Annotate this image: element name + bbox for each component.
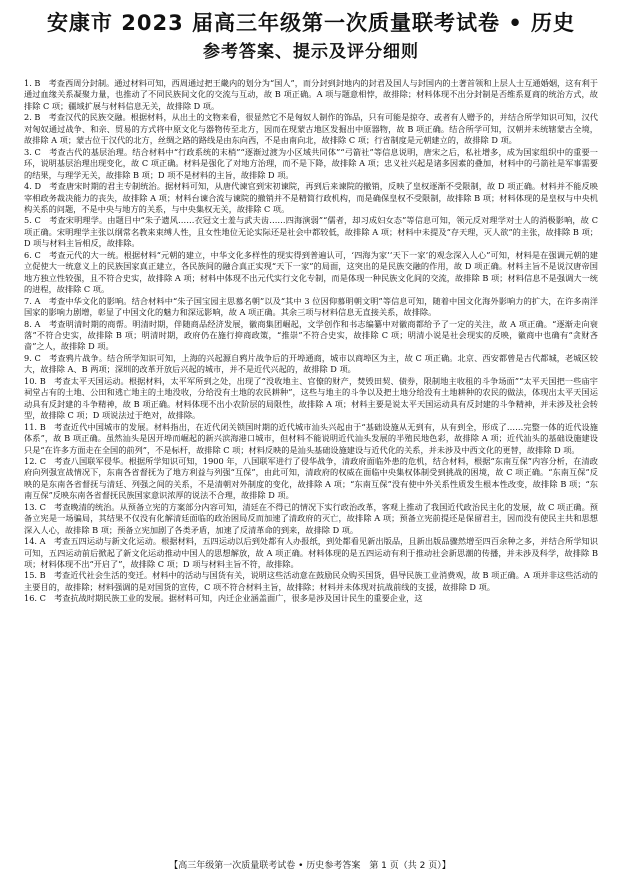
answer-item: 4. D 考查唐宋时期的君主专制统治。据材料可知，从唐代谏官到宋初谏院，再到后来谏院的撤销，反映了皇权逐渐不受限制，故 D 项正确。材料并不能反映宰相政务裁决能力的丧失，故排除 A 项；材料台谏合流与谏院的撤销并不是精简行政机构，而是确保皇权不受限制，故排除 B 项；材料体现的是皇权与中央机构关系的问题，不是中央与地方的关系，与中央集权无关，故排除 C 项。 xyxy=(24,181,598,214)
answer-list xyxy=(24,78,598,605)
document-subtitle: 参考答案、提示及评分细则 xyxy=(203,42,419,62)
answer-item: 13. C 考查晚清的统治。从预备立宪的方案部分内容可知，清廷在不得已的情况下实行政治改革，客观上推动了我国近代政治民主化的发展，故 C 项正确。预备立宪是一场骗局，其结果不仅没有化解清廷面临的政治困局反而加速了清政府的灭亡，故排除 A 项；预备立宪前提还是保留君主，因而没有使民主共和思想深入人心，故排除 B 项；预备立宪加剧了各类矛盾，加速了反清革命的到来，故排除 D 项。 xyxy=(24,501,598,535)
answer-item: 2. B 考查汉代的民族交融。根据材料，从出土的文物来看，很显然它不是匈奴人制作的饰品，只有可能是掠夺、或者有人赠予的，并结合所学知识可知，汉代对匈奴通过战争、和亲、贸易的方式将中原文化与器物传至北方，因而在现蒙古地区发掘出中原器物，故 B 项正确。结合所学可知，汉朝并未统辖蒙古全境，故排除 A 项；蒙古位于汉代的北方，丝绸之路的路线是由东向西，不是由南向北，故排除 C 项；行省制度是元朝建立的，故排除 D 项。 xyxy=(24,112,598,146)
answer-item: 5. C 考查宋明理学。由题目中“朱子遗风……衣冠文士羞与武夫齿……四海演弱”“儒者，却习成妇女态”等信息可知，领元反对理学对士人的消极影响，故 C 项正确。宋明理学主张以纲常名教来束缚人性，且女性地位无论实际还是社会中都较低，故排除 A 项；材料中未提及“存天理，灭人欲”的主张，故排除 B 项；D 项与材料主旨相反，故排除。 xyxy=(24,215,598,249)
document-title: 安康市 2023 届高三年级第一次质量联考试卷 • 历史 xyxy=(46,11,576,35)
answer-item: 16. C 考查抗战时期民族工业的发展。据材料可知，内迁企业涵盖面广，很多是涉及国计民生的重要企业，这 xyxy=(24,593,423,604)
answer-item: 9. C 考查鸦片战争。结合所学知识可知，上海的兴起源自鸦片战争后的开埠通商，城市以商埠区为主，故 C 项正确。北京、西安都曾是古代都城，老城区较大，故排除 A、B 两项；深圳的改革开放后兴起的城市，并不是近代兴起的，故排除 D 项。 xyxy=(24,352,598,375)
answer-item: 10. B 考查太平天国运动。根据材料，太平军所到之处，出现了“没收地主、官僚的财产，焚毁田契、债券，限制地主收租的斗争场面”“太平天国把一些庙宇祠堂占有的土地、公田和逃亡地主的土地没收，分给没有土地的农民耕种”，这些与地主的斗争以及把土地分给没有土地耕种的农民的做法，体现出太平天国运动具有反封建的斗争精神，故 B 项正确。材料体现不出小农阶层的局限性，故排除 A 项；材料主要是说太平天国运动具有反封建的斗争精神，并未涉及社会转型，故排除 C 项；D 项说法过于绝对，故排除。 xyxy=(24,375,598,421)
answer-item: 6. C 考查元代的大一统。根据材料“元朝的建立，中华文化多样性的现实得到普遍认可，‘四海为家’‘天下一家’的观念深入人心”可知，材料是在强调元朝的建立促使大一统意义上的民族国家真正建立，各民族间的融合真正实现“天下一家”的局面，这突出的是民族交融的作用，故 D 项正确。材料主旨不是说汉唐帝国地方独立性较强，且不符合史实，故排除 A 项；材料中体现不出元代实行文化专制，而是体现一种民族文化间的交流，故排除 B 项；材料信息不是强调大一统的进程，故排除 C 项。 xyxy=(24,249,598,295)
answer-item: 15. B 考查近代社会生活的变迁。材料中的活动与国货有关，说明这些活动意在鼓励民众购买国货，倡导民族工业消费观，故 B 项正确。A 项并非这些活动的主要目的，故排除；材料强调的是对国货的宣传，C 项不符合材料主旨，故排除；材料并未体现对抗战前线的支援，故排除 D 项。 xyxy=(24,570,598,592)
answer-item: 11. B 考查近代中国城市的发展。材料指出，在近代闭关锁国时期的近代城市汕头兴起由于“基础设施从无到有，从有到全，形成了……完整一体的近代设施体系”，故 B 项正确。虽然汕头是因开埠而崛起的新兴滨海港口城市，但材料不能说明近代汕头发展的半殖民地色彩，故排除 A 项；近代汕头的基础设施建设只是“在许多方面走在全国的前列”，不是标杆，故排除 C 项；材料反映的是汕头基础设施建设与近代化的关系，并未涉及中西文化的更替，故排除 D 项。 xyxy=(24,421,598,455)
answer-item: 8. A 考查明清时期的商帮。明清时期，伴随商品经济发展，徽商集团崛起，文学创作和书志编纂中对徽商都给予了一定的关注，故 A 项正确。“逐渐走向衰落”不符合史实，故排除 B 项；明清时期，政府仍在施行抑商政策，“推崇”不符合史实，故排除 C 项；明清小说是社会现实的反映，徽商中也确有“贪财吝啬”之人，故排除 D 项。 xyxy=(24,318,598,352)
page-footer: 【高三年级第一次质量联考试卷 • 历史参考答案 第 1 页（共 2 页）】 xyxy=(169,861,451,871)
answer-item: 12. C 考查八国联军侵华。根据所学知识可知，1900 年，八国联军进行了侵华战争，清政府面临外患的危机，结合材料，根据“东南互保”内容分析，在清政府向列强宣战情况下，东南各省督抚为了地方利益与列强“互保”，由此可知，清政府的权威在面临中央集权体制受到挑战的困境，故 C 项正确。“东南互保”反映的是东南各省督抚与清廷、列强之间的关系，不是清朝对外制度的变化，故排除 A 项；“东南互保”没有使中外关系性质发生根本性改变，故排除 B 项；“东南互保”反映东南各省督抚民族国家意识浓厚的说法不合理，故排除 D 项。 xyxy=(24,455,598,501)
answer-item: 3. C 考查古代的基层治理。结合材料中“行政系统的末梢”“逐渐过渡为小区域共同体”“弓箭社”等信息说明，唐宋之后，私社增多，成为国家组织中的重要一环，说明基层治理出现变化，故 C 项正确。材料是强化了对地方治理，而不是下降，故排除 A 项；忠义社兴起是诸多因素的叠加，材料中的弓箭社是军事需要的结果，与理学无关，故排除 B 项；D 项不是材料的主旨，故排除 D 项。 xyxy=(24,146,598,180)
answer-item: 14. A 考查五四运动与新文化运动。根据材料，五四运动以后到处都有人办报纸，到处都看见新出版品，且新出版品骤然增至四百余种之多，并结合所学知识可知，五四运动前后掀起了新文化运动推动中国人的思想解放，故 A 项正确。材料体现的是五四运动有利于推动社会新思潮的传播，并未涉及科学，故排除 B 项；材料体现不出“开启了”，故排除 C 项；D 项与材料主旨不符，故排除。 xyxy=(24,536,598,570)
answer-item: 1. B 考查西周分封制。通过材料可知，西周通过把王畿内的划分为“国人”，而分封到封地内的封君及国人与封国内的土著首领和上层人士互通婚姻，这有利于通过血缘关系凝聚力量，也推动了不同民族间文化的交流与互动，故 B 项正确。A 项与题意相悖，故排除；材料体现不出分封制是否维系夏商的统治方式，故排除 C 项；疆域扩展与材料信息无关，故排除 D 项。 xyxy=(24,78,598,111)
answer-item: 7. A 考查中华文化的影响。结合材料中“朱子国宝园主思慕名朝”以及“其中 3 位因仰慕明朝文明”等信息可知，随着中国文化海外影响力的扩大，在许多南洋国家的影响力剧增，彰显了中国文化的魅力和深远影响，故 A 项正确。其余三项与材料信息无直接关系，故排除。 xyxy=(24,295,598,318)
